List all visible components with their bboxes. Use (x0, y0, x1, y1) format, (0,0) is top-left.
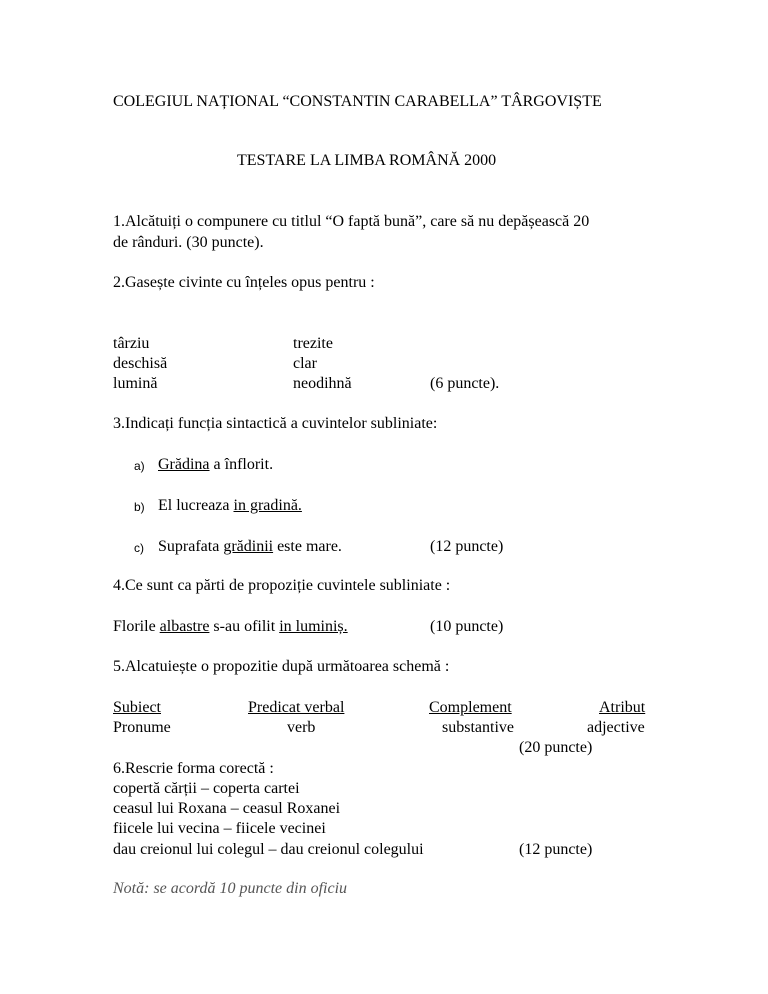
question-1-line-2: de rânduri. (30 puncte). (113, 234, 264, 251)
question-2-prompt: 2.Gasește civinte cu înțeles opus pentru : (113, 274, 375, 291)
question-1-line-1: 1.Alcătuiți o compunere cu titlul “O faptă bună”, care să nu depășească 20 (113, 213, 590, 230)
item-a-label: a) (134, 459, 145, 473)
schema-value-subject: Pronume (113, 719, 171, 736)
school-title: COLEGIUL NAȚIONAL “CONSTANTIN CARABELLA” TÂRGOVIȘTE (113, 93, 602, 110)
word-left: deschisă (113, 355, 168, 372)
sentence-text: Suprafata (158, 538, 224, 555)
question-4-prompt: 4.Ce sunt ca părti de propoziție cuvintele subliniate : (113, 577, 451, 594)
correction-line: dau creionul lui colegul – dau creionul colegului (113, 841, 424, 858)
question-5-points: (20 puncte) (519, 739, 593, 756)
sentence-text: a înflorit. (209, 456, 274, 473)
question-6-points: (12 puncte) (519, 841, 593, 858)
schema-value-attribute: adjective (587, 719, 645, 736)
item-a-sentence (158, 455, 273, 475)
correction-line: copertă cărții – coperta cartei (113, 780, 300, 797)
schema-header-attribute: Atribut (599, 699, 646, 716)
schema-header-complement: Complement (429, 699, 512, 716)
question-4-sentence (113, 617, 348, 637)
sentence-text: El lucreaza (158, 497, 234, 514)
item-b-sentence (158, 496, 302, 516)
footnote: Notă: se acordă 10 puncte din oficiu (113, 880, 348, 897)
correction-line: ceasul lui Roxana – ceasul Roxanei (113, 800, 341, 817)
question-3-prompt: 3.Indicați funcția sintactică a cuvintelor subliniate: (113, 415, 438, 432)
word-left: lumină (113, 375, 158, 392)
underlined-word: in luminiș. (279, 618, 348, 635)
underlined-word: in gradină. (233, 497, 302, 514)
underlined-word: Grădina (158, 456, 210, 473)
word-left: târziu (113, 335, 150, 352)
question-5-prompt: 5.Alcatuiește o propozitie după următoarea schemă : (113, 658, 450, 675)
item-b-label: b) (134, 500, 145, 514)
word-right: clar (293, 355, 317, 372)
item-c-sentence (158, 537, 342, 557)
schema-header-predicate: Predicat verbal (248, 699, 345, 716)
schema-value-predicate: verb (287, 719, 316, 736)
test-title: TESTARE LA LIMBA ROMÂNĂ 2000 (237, 152, 497, 169)
underlined-word: albastre (159, 618, 210, 635)
question-2-points: (6 puncte). (430, 375, 500, 392)
question-4-points: (10 puncte) (430, 618, 504, 635)
schema-value-complement: substantive (442, 719, 514, 736)
sentence-text: Florile (113, 618, 160, 635)
word-right: neodihnă (293, 375, 352, 392)
item-c-label: c) (134, 541, 144, 555)
question-3-points: (12 puncte) (430, 538, 504, 555)
word-right: trezite (293, 335, 333, 352)
sentence-text: s-au ofilit (209, 618, 280, 635)
schema-header-subject: Subiect (113, 699, 161, 716)
question-6-prompt: 6.Rescrie forma corectă : (113, 760, 274, 777)
underlined-word: grădinii (223, 538, 274, 555)
correction-line: fiicele lui vecina – fiicele vecinei (113, 820, 326, 837)
sentence-text: este mare. (273, 538, 342, 555)
